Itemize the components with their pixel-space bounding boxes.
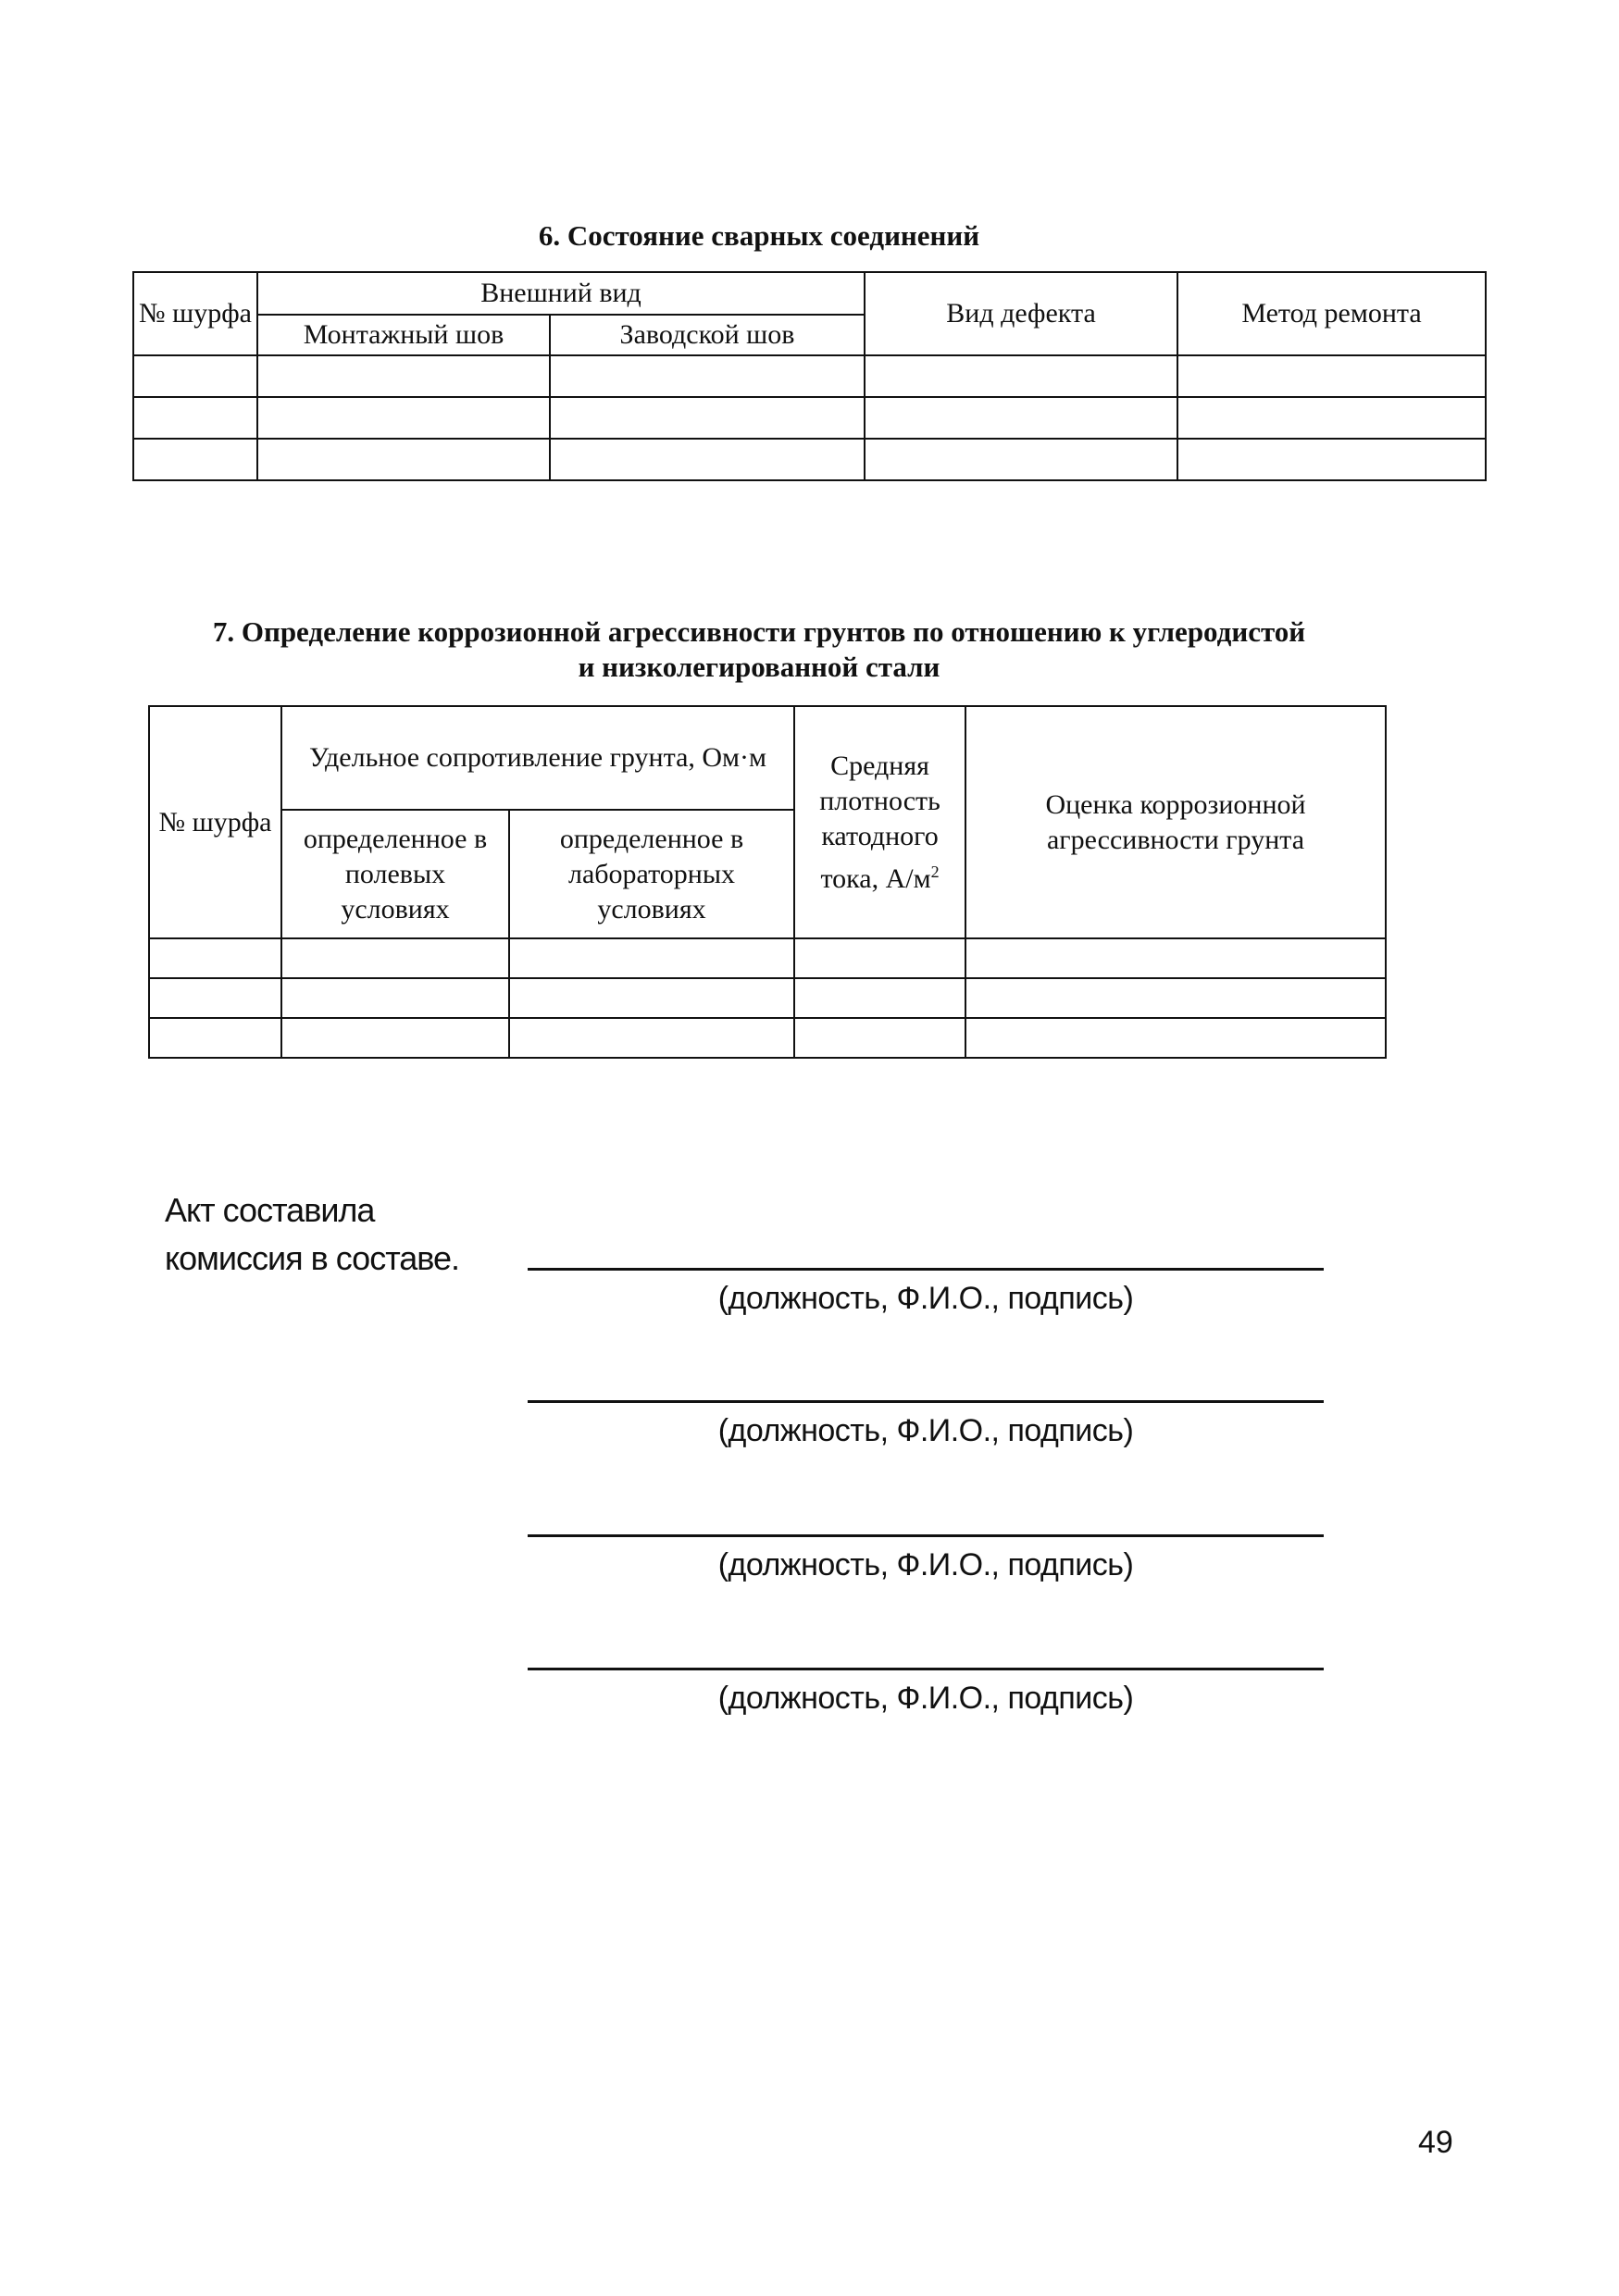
signature-caption: (должность, Ф.И.О., подпись)	[717, 1681, 1134, 1716]
table-cell	[257, 355, 550, 397]
table-cell	[1177, 355, 1486, 397]
table-row	[149, 978, 1386, 1018]
welded-joints-table	[132, 271, 1487, 481]
signature-line	[528, 1534, 1324, 1537]
header-resistivity: Удельное сопротивление грунта, Ом·м	[281, 706, 794, 810]
header-lab-conditions: определенное в лабораторных условиях	[509, 810, 794, 938]
table-cell	[133, 439, 257, 480]
table-cell	[509, 938, 794, 978]
signature-line	[528, 1400, 1324, 1403]
header-defect-type: Вид дефекта	[865, 272, 1177, 355]
table-cell	[1177, 439, 1486, 480]
table-cell	[865, 439, 1177, 480]
table-row	[133, 439, 1486, 480]
table-cell	[281, 978, 509, 1018]
table-cell	[794, 1018, 965, 1058]
table-cell	[965, 978, 1386, 1018]
header-field-conditions: определенное в полевых условиях	[281, 810, 509, 938]
table-cell	[794, 938, 965, 978]
act-label-line-1: Акт составила	[165, 1191, 375, 1229]
header-shurf-no: № шурфа	[149, 706, 281, 938]
table-cell	[281, 1018, 509, 1058]
table-cell	[1177, 397, 1486, 439]
table-cell	[865, 397, 1177, 439]
table-cell	[257, 439, 550, 480]
table-cell	[509, 978, 794, 1018]
table-cell	[550, 355, 865, 397]
table-cell	[133, 397, 257, 439]
table-cell	[281, 938, 509, 978]
table-cell	[133, 355, 257, 397]
header-repair-method: Метод ремонта	[1177, 272, 1486, 355]
signature-caption: (должность, Ф.И.О., подпись)	[717, 1281, 1134, 1316]
table-cell	[149, 938, 281, 978]
act-compiled-label	[165, 1186, 459, 1283]
table-cell	[550, 439, 865, 480]
table-cell	[149, 978, 281, 1018]
table-cell	[965, 938, 1386, 978]
header-factory-seam: Заводской шов	[550, 315, 865, 355]
table-cell	[149, 1018, 281, 1058]
signature-line	[528, 1668, 1324, 1670]
header-current-density	[794, 706, 965, 938]
table-row	[149, 1018, 1386, 1058]
table-cell	[550, 397, 865, 439]
section-6-title: 6. Состояние сварных соединений	[538, 219, 980, 252]
section-7-title-line-1: 7. Определение коррозионной агрессивности грунтов по отношению к углеродистой	[212, 615, 1306, 648]
signature-line	[528, 1268, 1324, 1271]
header-shurf-no: № шурфа	[133, 272, 257, 355]
table-row	[133, 397, 1486, 439]
header-mounting-seam: Монтажный шов	[257, 315, 550, 355]
table-row	[149, 938, 1386, 978]
section-7-title	[130, 614, 1389, 685]
table-row	[133, 355, 1486, 397]
table-cell	[794, 978, 965, 1018]
header-assessment: Оценка коррозионной агрессивности грунта	[965, 706, 1386, 938]
header-current-density-text: Средняя плотность катодного тока, А/м	[819, 750, 940, 894]
header-external-view: Внешний вид	[257, 272, 865, 315]
act-label-line-2: комиссия в составе.	[165, 1239, 460, 1277]
soil-corrosivity-table	[148, 705, 1387, 1059]
table-cell	[509, 1018, 794, 1058]
signature-caption: (должность, Ф.И.О., подпись)	[717, 1547, 1134, 1582]
header-current-density-superscript: 2	[930, 862, 940, 881]
page-number: 49	[1418, 2125, 1453, 2160]
section-7-title-line-2: и низколегированной стали	[578, 651, 940, 683]
table-cell	[257, 397, 550, 439]
table-cell	[965, 1018, 1386, 1058]
signature-caption: (должность, Ф.И.О., подпись)	[717, 1413, 1134, 1448]
table-cell	[865, 355, 1177, 397]
